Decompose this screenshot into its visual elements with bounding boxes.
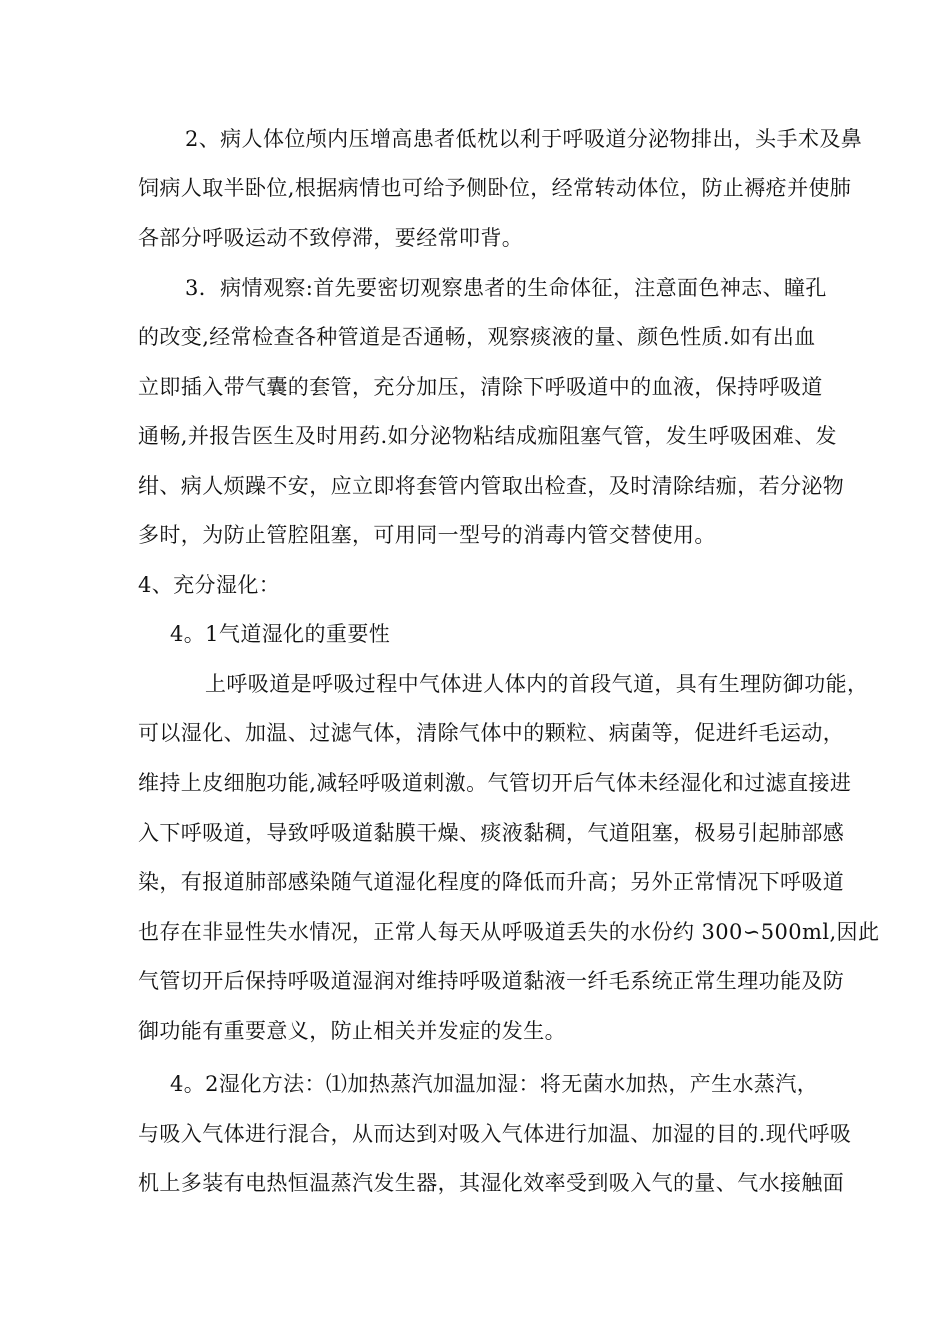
paragraph-line: 饲病人取半卧位,根据病情也可给予侧卧位，经常转动体位，防止褥疮并使肺 <box>138 176 852 200</box>
paragraph-line: 2、病人体位颅内压增高患者低枕以利于呼吸道分泌物排出，头手术及鼻 <box>185 127 863 151</box>
section-heading: 4、充分湿化： <box>138 573 281 597</box>
paragraph-line: 绀、病人烦躁不安，应立即将套管内管取出检查，及时清除结痂，若分泌物 <box>138 474 845 498</box>
paragraph-line: 机上多装有电热恒温蒸汽发生器，其湿化效率受到吸入气的量、气水接触面 <box>138 1171 845 1195</box>
paragraph-line: 也存在非显性失水情况，正常人每天从呼吸道丢失的水份约 300∽500ml,因此 <box>138 920 880 944</box>
paragraph-line: 通畅,并报告医生及时用药.如分泌物粘结成痂阻塞气管，发生呼吸困难、发 <box>138 424 837 448</box>
paragraph-line: 各部分呼吸运动不致停滞，要经常叩背。 <box>138 226 524 250</box>
paragraph-line: 4。2湿化方法：⑴加热蒸汽加温加湿：将无菌水加热，产生水蒸汽， <box>170 1072 819 1096</box>
paragraph-line: 气管切开后保持呼吸道湿润对维持呼吸道黏液一纤毛系统正常生理功能及防 <box>138 969 845 993</box>
paragraph-line: 上呼吸道是呼吸过程中气体进人体内的首段气道，具有生理防御功能， <box>205 672 869 696</box>
subsection-heading: 4。1气道湿化的重要性 <box>170 622 391 646</box>
paragraph-line: 3．病情观察:首先要密切观察患者的生命体征，注意面色神志、瞳孔 <box>185 276 827 300</box>
paragraph-line: 可以湿化、加温、过滤气体，清除气体中的颗粒、病菌等，促进纤毛运动， <box>138 721 845 745</box>
paragraph-line: 染，有报道肺部感染随气道湿化程度的降低而升高；另外正常情况下呼吸道 <box>138 870 845 894</box>
paragraph-line: 多时，为防止管腔阻塞，可用同一型号的消毒内管交替使用。 <box>138 523 716 547</box>
paragraph-line: 与吸入气体进行混合，从而达到对吸入气体进行加温、加湿的目的.现代呼吸 <box>138 1122 852 1146</box>
paragraph-line: 维持上皮细胞功能,减轻呼吸道刺激。气管切开后气体未经湿化和过滤直接进 <box>138 771 852 795</box>
paragraph-line: 御功能有重要意义，防止相关并发症的发生。 <box>138 1019 566 1043</box>
paragraph-line: 入下呼吸道，导致呼吸道黏膜干燥、痰液黏稠，气道阻塞，极易引起肺部感 <box>138 821 845 845</box>
paragraph-line: 立即插入带气囊的套管，充分加压，清除下呼吸道中的血液，保持呼吸道 <box>138 375 823 399</box>
paragraph-line: 的改变,经常检查各种管道是否通畅，观察痰液的量、颜色性质.如有出血 <box>138 325 816 349</box>
